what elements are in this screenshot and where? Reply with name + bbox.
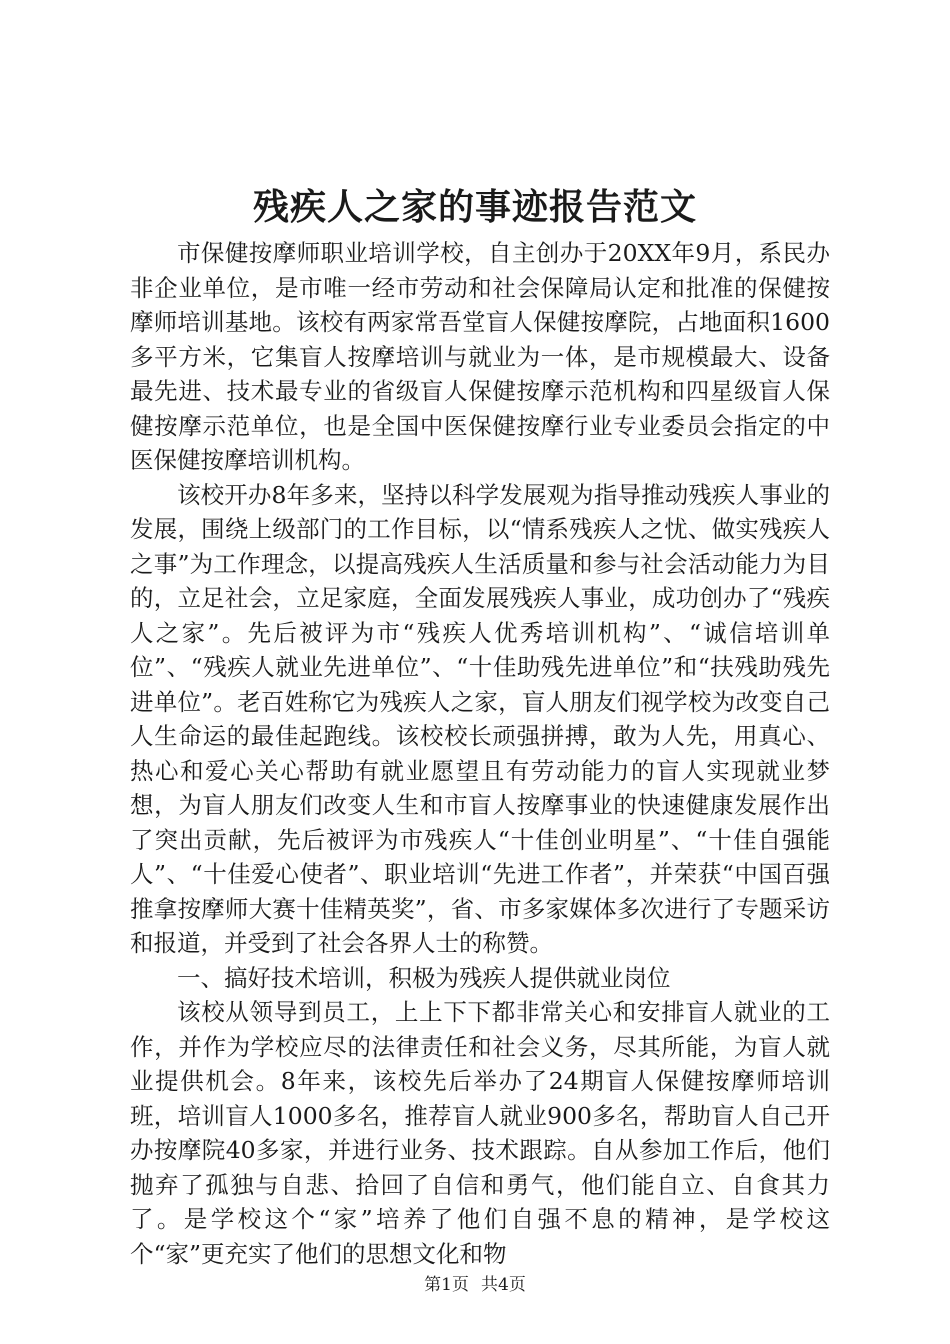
- paragraph-employment: 该校从领导到员工，上上下下都非常关心和安排盲人就业的工作，并作为学校应尽的法律责任和社会义务，尽其所能，为盲人就业提供机会。8年来，该校先后举办了24期盲人保健按摩师培训班，培训盲人1000多名，推荐盲人就业900多名，帮助盲人自己开办按摩院40多家，并进行业务、技术跟踪。自从参加工作后，他们抛弃了孤独与自悲、拾回了自信和勇气，他们能自立、自食其力了。是学校这个“家”培养了他们自强不息的精神，是学校这个“家”更充实了他们的思想文化和物: [130, 998, 830, 1268]
- paragraph-achievements: 该校开办8年多来，坚持以科学发展观为指导推动残疾人事业的发展，围绕上级部门的工作目标，以“情系残疾人之忧、做实残疾人之事”为工作理念，以提高残疾人生活质量和参与社会活动能力为目的，立足社会，立足家庭，全面发展残疾人事业，成功创办了“残疾人之家”。先后被评为市“残疾人优秀培训机构”、“诚信培训单位”、“残疾人就业先进单位”、“十佳助残先进单位”和“扶残助残先进单位”。老百姓称它为残疾人之家，盲人朋友们视学校为改变自己人生命运的最佳起跑线。该校校长顽强拼搏，敢为人先，用真心、热心和爱心关心帮助有就业愿望且有劳动能力的盲人实现就业梦想，为盲人朋友们改变人生和市盲人按摩事业的快速健康发展作出了突出贡献，先后被评为市残疾人“十佳创业明星”、“十佳自强能人”、“十佳爱心使者”、职业培训“先进工作者”，并荣获“中国百强推拿按摩师大赛十佳精英奖”，省、市多家媒体多次进行了专题采访和报道，并受到了社会各界人士的称赞。: [130, 480, 830, 957]
- document-body: [130, 236, 830, 1271]
- page-total: 共4页: [481, 1275, 526, 1295]
- document-title: 残疾人之家的事迹报告范文: [252, 186, 697, 228]
- section-heading-training: 一、搞好技术培训，积极为残疾人提供就业岗位: [177, 963, 671, 992]
- paragraph-intro: 市保健按摩师职业培训学校，自主创办于20XX年9月，系民办非企业单位，是市唯一经市劳动和社会保障局认定和批准的保健按摩师培训基地。该校有两家常吾堂盲人保健按摩院，占地面积1600多平方米，它集盲人按摩培训与就业为一体，是市规模最大、设备最先进、技术最专业的省级盲人保健按摩示范机构和四星级盲人保健按摩示范单位，也是全国中医保健按摩行业专业委员会指定的中医保健按摩培训机构。: [130, 239, 830, 474]
- page-number: 第1页: [424, 1275, 469, 1295]
- page-footer: [0, 1274, 950, 1296]
